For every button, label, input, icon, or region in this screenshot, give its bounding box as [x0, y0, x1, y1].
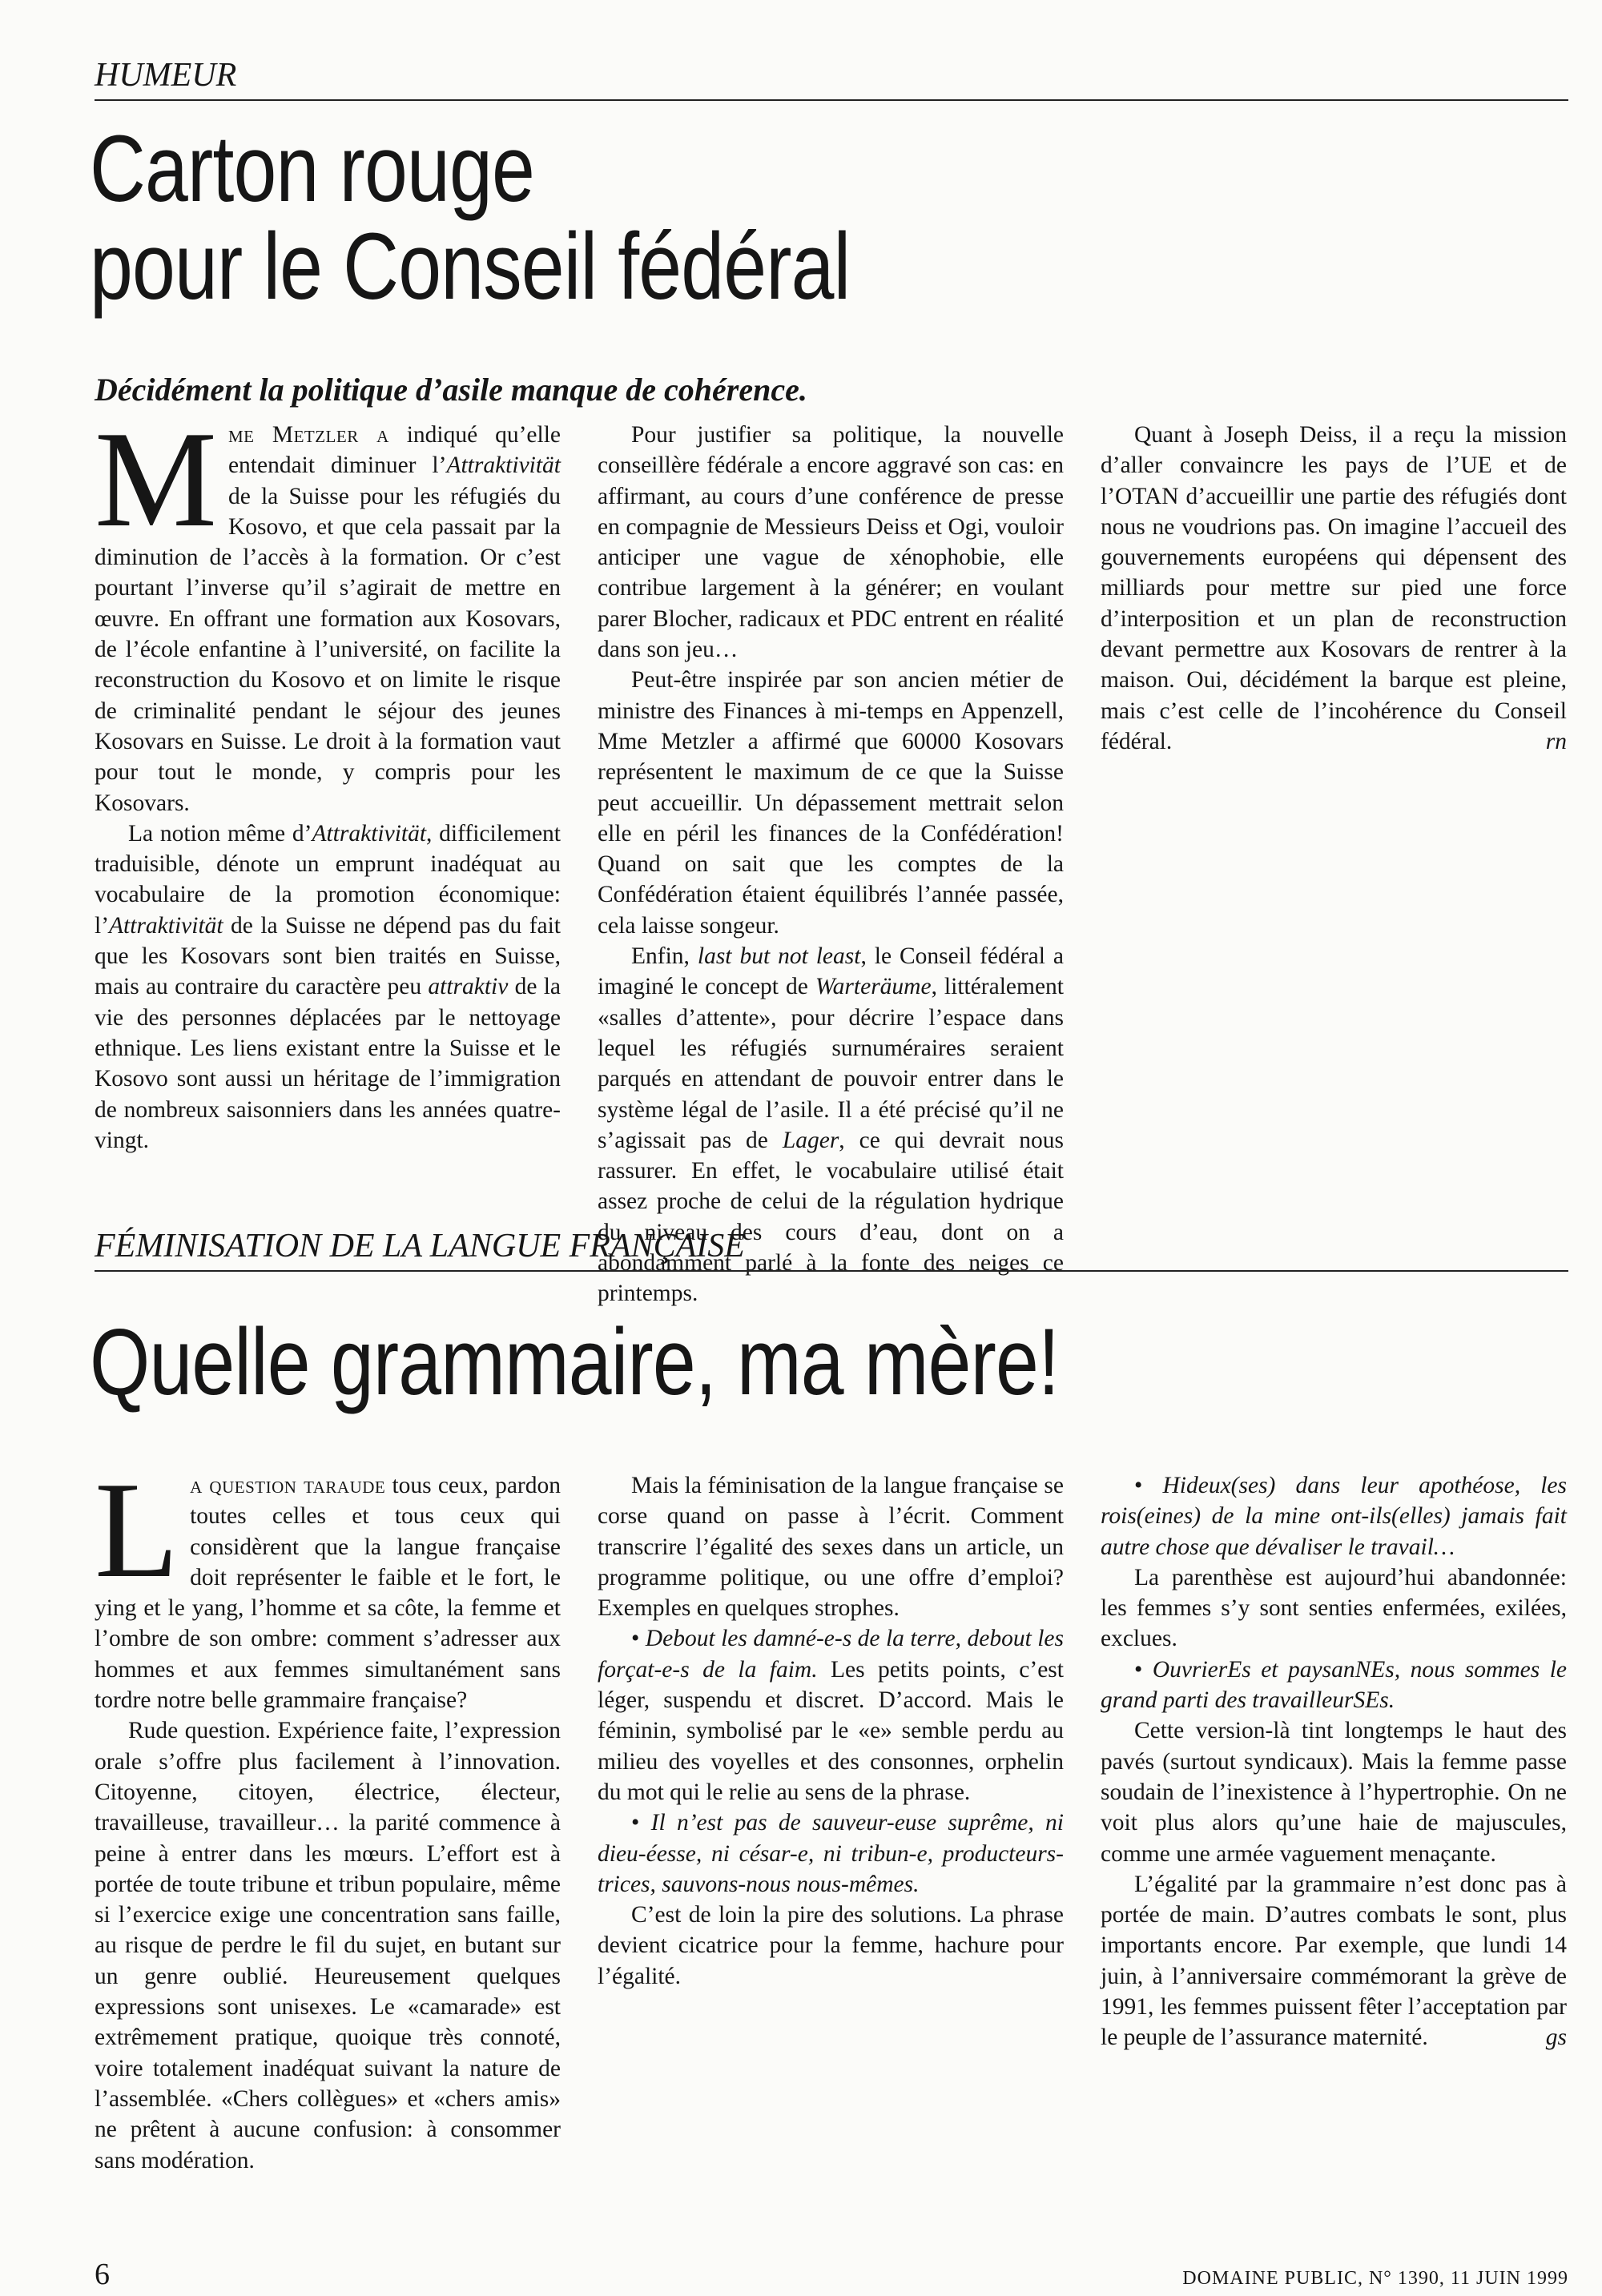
article-title-quelle-grammaire: Quelle grammaire, ma mère!: [90, 1309, 1060, 1415]
article-title-carton-rouge: [90, 116, 1305, 320]
article-2-body: [95, 1454, 1568, 2176]
paragraph-text: Quant à Joseph Deiss, il a reçu la mission d’aller convaincre les pays de l’UE et de l’OTAN d’accueillir une partie des réfugiés dont nous ne voudrions pas. On imagine l’accueil des gouvernements européens qui dépensent des milliards pour mettre sur pied une force d’interposition et un plan de reconstruction devant permettre aux Kosovars de rentrer à la maison. Oui, décidément la barque est pleine, mais c’est celle de l’incohérence du Conseil fédéral.: [1101, 422, 1567, 754]
paragraph-text: indiqué qu’elle entendait diminuer l’: [227, 422, 561, 479]
paragraph-text: , littéralement «salles d’attente», pour décrire l’espace dans lequel les réfugiés surnuméraires seraient parqués en attendant de pouvoir entrer dans le système légal de l’asile. Il a été précisé qu’il ne s’agissait pas de: [598, 974, 1065, 1153]
foreign-term: Attraktivität: [312, 820, 427, 846]
article-2-column-1: [95, 1454, 561, 2176]
foreign-term: last but not least: [697, 943, 861, 970]
article-1-body: [95, 404, 1567, 1309]
paragraph-text: , le Conseil fédéral a imaginé le concept de: [598, 943, 1065, 1000]
title-line-1: Carton rouge: [90, 116, 534, 222]
lead-in: a question taraude: [190, 1473, 386, 1498]
article-2-bullet-3: [1101, 1470, 1567, 1562]
page-footer: [95, 2257, 1568, 2292]
drop-cap: M: [95, 404, 217, 556]
foreign-term: Attraktivität: [109, 912, 223, 939]
quoted-example: Il n’est pas de sauveur-euse suprême, ni dieu-éesse, ni césar-e, ni tribun-e, producteurs-trices, sauvons-nous nous-mêmes.: [598, 1810, 1064, 1897]
article-1-column-3: [1101, 420, 1567, 1309]
article-1-column-1: [95, 404, 561, 1309]
paragraph-text: L’égalité par la grammaire n’est donc pas à portée de main. D’autres combats le sont, plus importants encore. Par exemple, que lundi 14 juin, à l’anniversaire commémorant la grève de 1991, les femmes puissent fêter l’acceptation par le peuple de l’assurance maternité.: [1101, 1871, 1567, 2051]
article-1-column-2: [598, 420, 1064, 1309]
bullet-glyph: •: [631, 1810, 640, 1836]
paragraph-text: de la vie des personnes déplacées par le nettoyage ethnique. Les liens existant entre la Suisse et le Kosovo sont aussi un héritage de l’immigration de nombreux saisonniers dans les années quatre-vingt.: [95, 974, 561, 1153]
issue-info: DOMAINE PUBLIC, N° 1390, 11 JUIN 1999: [1182, 2268, 1568, 2289]
section-label-feminisation: FÉMINISATION DE LA LANGUE FRANÇAISE: [95, 1225, 1568, 1272]
paragraph-text: de la Suisse pour les réfugiés du Kosovo, et que cela passait par la diminution de l’accès à la formation. Or c’est pourtant l’inverse qu’il s’agirait de mettre en œuvre. En offrant une formation aux Kosovars, de l’école enfantine à l’université, on facilite la reconstruction du Kosovo et on limite le risque de criminalité pendant le séjour des jeunes Kosovars en Suisse. Le droit à la formation vaut pour tout le monde, y compris pour les Kosovars.: [95, 483, 561, 816]
article-1-paragraph-1: [95, 404, 561, 818]
article-2-paragraph-3: Mais la féminisation de la langue française se corse quand on passe à l’écrit. Comment transcrire l’égalité des sexes dans un article, un programme politique, ou une offre d’emploi? Exemples en quelques strophes.: [598, 1473, 1064, 1622]
author-signature: rn: [1545, 728, 1567, 754]
paragraph-text: Les petits points, c’est léger, suspendu et discret. D’accord. Mais le féminin, symbolisé par le «e» semble perdu au milieu des voyelles et des consonnes, orphelin du mot qui le relie au sens de la phrase.: [598, 1656, 1064, 1805]
paragraph-text: , difficilement traduisible, dénote un emprunt inadéquat au vocabulaire de la promotion économique: l’: [95, 820, 561, 939]
article-2-paragraph-7: [1101, 1869, 1567, 2053]
paragraph-text: Enfin,: [631, 943, 698, 970]
foreign-term: Warteräume: [815, 974, 932, 1000]
foreign-term: Attraktivität: [446, 452, 561, 479]
paragraph-text: La notion même d’: [128, 820, 312, 846]
article-1-paragraph-6: [1101, 420, 1567, 757]
article-2-column-3: [1101, 1470, 1567, 2176]
article-2-paragraph-4: C’est de loin la pire des solutions. La phrase devient cicatrice pour la femme, hachure pour l’égalité.: [598, 1902, 1064, 1989]
quoted-example: Debout les damné-e-s de la terre, debout les forçat-e-s de la faim.: [598, 1626, 1064, 1683]
article-2-bullet-4: [1101, 1655, 1567, 1716]
foreign-term: Lager: [782, 1127, 839, 1153]
paragraph-text: , ce qui devrait nous rassurer. En effet, le vocabulaire utilisé était assez proche de celui de la régulation hydrique du niveau des cours d’eau, dont on a abondamment parlé à la fonte des neiges ce printemps.: [598, 1127, 1064, 1307]
page-number: 6: [95, 2258, 110, 2291]
article-2-paragraph-5: La parenthèse est aujourd’hui abandonnée: les femmes s’y sont senties enfermées, exilées, exclues.: [1101, 1564, 1567, 1652]
quoted-example: OuvrierEs et paysanNEs, nous sommes le grand parti des travailleurSEs.: [1101, 1656, 1568, 1714]
paragraph-text: de la Suisse ne dépend pas du fait que les Kosovars sont bien traités en Suisse, mais au contraire du caractère peu: [95, 912, 561, 1000]
title-line-2: pour le Conseil fédéral: [90, 214, 851, 320]
section-label-humeur: HUMEUR: [95, 54, 1568, 101]
article-1-paragraph-4: Peut-être inspirée par son ancien métier de ministre des Finances à mi-temps en Appenzell, Mme Metzler a affirmé que 60000 Kosovars représentent le maximum de ce que la Suisse peut accueillir. Un dépassement mettrait selon elle en péril les finances de la Confédération! Quand on sait que les comptes de la Confédération étaient équilibrés l’année passée, cela laisse songeur.: [598, 667, 1064, 939]
article-1-paragraph-2: [95, 818, 561, 1156]
article-2-paragraph-1: [95, 1454, 561, 1715]
bullet-glyph: •: [1134, 1473, 1143, 1498]
article-2-column-2: [598, 1470, 1064, 2176]
article-2-paragraph-2: Rude question. Expérience faite, l’expression orale s’offre plus facilement à l’innovation. Citoyenne, citoyen, électrice, électeur, travailleuse, travailleur… la parité commence à peine à entrer dans les mœurs. L’effort est à portée de toute tribune et tribun populaire, même si l’exercice exige une concentration sans faille, au risque de perdre le fil du sujet, en butant sur un genre oublié. Heureusement quelques expressions sont unisexes. Le «camarade» est extrêmement pratique, quoique très connoté, voire totalement inadéquat suivant la nature de l’assemblée. «Chers collègues» et «chers amis» ne prêtent à aucune confusion: à consommer sans modération.: [95, 1718, 561, 2173]
article-2-paragraph-6: Cette version-là tint longtemps le haut des pavés (surtout syndicaux). Mais la femme passe soudain de l’inexistence à l’hypertrophie. On ne voit plus alors qu’une haie de majuscules, comme une armée vaguement menaçante.: [1101, 1718, 1567, 1867]
paragraph-text: tous ceux, pardon toutes celles et tous ceux qui considèrent que la langue française doit représenter le faible et le fort, le ying et le yang, l’homme et sa côte, la femme et l’ombre de son ombre: comment s’adresser aux hommes et aux femmes simultanément sans tordre notre belle grammaire française?: [95, 1473, 561, 1714]
bullet-glyph: •: [1134, 1656, 1143, 1683]
article-lede: Décidément la politique d’asile manque de cohérence.: [95, 372, 807, 408]
lead-in: me Metzler a: [227, 422, 389, 448]
foreign-term: attraktiv: [428, 974, 509, 1000]
drop-cap: L: [95, 1454, 179, 1606]
bullet-glyph: •: [631, 1626, 640, 1652]
article-1-paragraph-3: Pour justifier sa politique, la nouvelle conseillère fédérale a encore aggravé son cas: en affirmant, au cours d’une conférence de presse en compagnie de Messieurs Deiss et Ogi, vouloir anticiper une vague de xénophobie, elle contribue largement à la générer; en voulant parer Blocher, radicaux et PDC entrent en réalité dans son jeu…: [598, 422, 1064, 663]
quoted-example: Hideux(ses) dans leur apothéose, les rois(eines) de la mine ont-ils(elles) jamais fait autre chose que dévaliser le travail…: [1101, 1473, 1567, 1560]
author-signature: gs: [1545, 2025, 1567, 2051]
article-2-bullet-2: [598, 1807, 1064, 1900]
article-2-bullet-1: [598, 1623, 1064, 1807]
